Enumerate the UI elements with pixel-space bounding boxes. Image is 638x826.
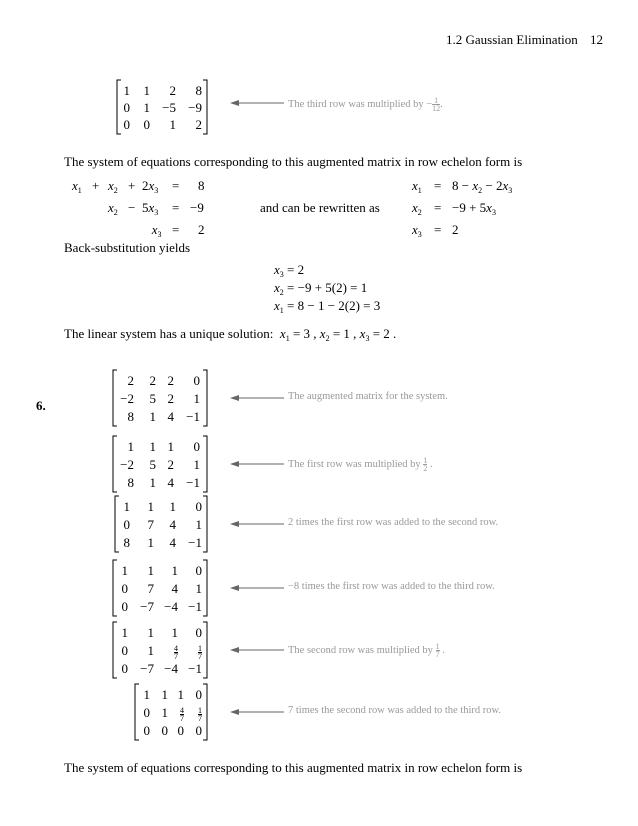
matrix-cell: 1 bbox=[147, 563, 154, 578]
matrix-cell: 0 bbox=[121, 581, 128, 596]
matrix-cell: 0 bbox=[143, 705, 150, 720]
matrix-cell: 8 bbox=[123, 535, 130, 550]
top-matrix-note: The third row was multiplied by − $\frac{1}{12}$ . bbox=[288, 96, 443, 113]
arrow-icon bbox=[230, 708, 284, 716]
arrow-icon bbox=[230, 584, 284, 592]
matrix-cell: 1 bbox=[143, 100, 150, 115]
step-matrix-4 bbox=[112, 560, 208, 616]
matrix-cell: 1 bbox=[149, 439, 156, 454]
matrix-cell: 1 bbox=[123, 499, 130, 514]
matrix-cell: 4 bbox=[171, 581, 178, 596]
matrix-cell: 0 bbox=[195, 625, 202, 640]
matrix-cell: 0 bbox=[177, 723, 184, 738]
matrix-cell: 1 bbox=[147, 535, 154, 550]
matrix-cell: 4 bbox=[169, 517, 176, 532]
matrix-cell: 0 bbox=[121, 599, 128, 614]
matrix-cell: −1 bbox=[186, 409, 200, 424]
matrix-cell: −1 bbox=[188, 661, 202, 676]
section-title: 1.2 Gaussian Elimination bbox=[446, 32, 578, 47]
step-note-3: 2 times the first row was added to the second row. bbox=[288, 517, 499, 528]
step-matrix-2 bbox=[112, 436, 208, 492]
matrix-cell: 1 bbox=[193, 391, 200, 406]
matrix-cell: 1 bbox=[171, 625, 178, 640]
matrix-cell: 1 bbox=[149, 475, 156, 490]
matrix-cell: −7 bbox=[140, 599, 154, 614]
matrix-cell: 2 bbox=[195, 117, 202, 132]
matrix-cell: 1 bbox=[195, 581, 202, 596]
rewrite-label: and can be rewritten as bbox=[260, 200, 380, 215]
matrix-cell: −4 bbox=[164, 599, 178, 614]
matrix-cell: 0 bbox=[193, 439, 200, 454]
arrow-icon bbox=[230, 99, 284, 107]
matrix-cell: 2 bbox=[167, 391, 174, 406]
matrix-cell: 0 bbox=[193, 373, 200, 388]
matrix-cell: 2 bbox=[167, 457, 174, 472]
problem-number: 6. bbox=[36, 398, 46, 413]
matrix-cell: 1 bbox=[123, 83, 130, 98]
step-matrix-5 bbox=[112, 622, 208, 678]
arrow-icon bbox=[230, 520, 284, 528]
paragraph-unique-solution: The linear system has a unique solution: $x_1 = 3$ , $x_2 = 1$ , $x_3 = 2$ . bbox=[64, 326, 397, 343]
matrix-cell: 1 bbox=[167, 439, 174, 454]
matrix-cell: −5 bbox=[162, 100, 176, 115]
matrix-cell: 1 bbox=[147, 643, 154, 658]
paragraph-back-substitution: Back-substitution yields bbox=[64, 240, 191, 255]
matrix-cell: 7 bbox=[147, 581, 154, 596]
matrix-cell: 1 bbox=[195, 517, 202, 532]
step-note-6: 7 times the second row was added to the third row. bbox=[288, 705, 502, 716]
matrix-cell: 1 bbox=[147, 625, 154, 640]
matrix-cell: $\frac{1}{7}$ bbox=[198, 705, 202, 723]
matrix-cell: 1 bbox=[169, 117, 176, 132]
matrix-cell: 4 bbox=[169, 535, 176, 550]
matrix-cell: 0 bbox=[143, 723, 150, 738]
matrix-cell: −1 bbox=[188, 535, 202, 550]
matrix-cell: 1 bbox=[193, 457, 200, 472]
step-note-2: The first row was multiplied by $\frac{1}{2}$ . bbox=[288, 456, 433, 473]
matrix-cell: 1 bbox=[161, 705, 168, 720]
matrix-cell: 0 bbox=[143, 117, 150, 132]
step-matrix-6 bbox=[134, 684, 208, 740]
matrix-cell: 1 bbox=[121, 563, 128, 578]
matrix-cell: 1 bbox=[127, 439, 134, 454]
matrix-cell: 8 bbox=[195, 83, 202, 98]
matrix-cell: −4 bbox=[164, 661, 178, 676]
matrix-cell: 2 bbox=[169, 83, 176, 98]
matrix-cell: 8 bbox=[127, 475, 134, 490]
matrix-cell: 1 bbox=[171, 563, 178, 578]
matrix-cell: 0 bbox=[195, 499, 202, 514]
matrix-cell: 0 bbox=[121, 643, 128, 658]
step-note-5: The second row was multiplied by $\frac{1}{7}$ . bbox=[288, 642, 445, 659]
matrix-cell: 0 bbox=[121, 661, 128, 676]
matrix-cell: 5 bbox=[149, 391, 156, 406]
matrix-cell: 2 bbox=[167, 373, 174, 388]
paragraph-row-echelon-conclusion: The system of equations corresponding to this augmented matrix in row echelon form is bbox=[64, 760, 523, 775]
matrix-cell: 4 bbox=[167, 409, 174, 424]
matrix-cell: 1 bbox=[149, 409, 156, 424]
matrix-cell: 0 bbox=[123, 117, 130, 132]
step-matrix-1 bbox=[112, 370, 208, 426]
matrix-cell: 1 bbox=[143, 83, 150, 98]
matrix-cell: 1 bbox=[169, 499, 176, 514]
matrix-cell: 1 bbox=[177, 687, 184, 702]
paragraph-row-echelon-intro: The system of equations corresponding to this augmented matrix in row echelon form is bbox=[64, 154, 523, 169]
matrix-cell: 0 bbox=[123, 517, 130, 532]
matrix-cell: −1 bbox=[186, 475, 200, 490]
matrix-cell: −2 bbox=[120, 457, 134, 472]
matrix-cell: 7 bbox=[147, 517, 154, 532]
matrix-cell: 4 bbox=[167, 475, 174, 490]
matrix-cell: $\frac{4}{7}$ bbox=[174, 643, 178, 661]
matrix-cell: 2 bbox=[127, 373, 134, 388]
step-note-4: −8 times the first row was added to the third row. bbox=[288, 581, 495, 592]
matrix-cell: −9 bbox=[188, 100, 202, 115]
matrix-cell: 8 bbox=[127, 409, 134, 424]
matrix-cell: 1 bbox=[147, 499, 154, 514]
matrix-cell: 0 bbox=[195, 723, 202, 738]
matrix-cell: −2 bbox=[120, 391, 134, 406]
matrix-cell: 2 bbox=[149, 373, 156, 388]
matrix-cell: 1 bbox=[143, 687, 150, 702]
page-number: 12 bbox=[590, 32, 603, 47]
matrix-cell: 1 bbox=[161, 687, 168, 702]
matrix-cell: 1 bbox=[121, 625, 128, 640]
matrix-cell: 0 bbox=[161, 723, 168, 738]
arrow-icon bbox=[230, 460, 284, 468]
matrix-cell: −7 bbox=[140, 661, 154, 676]
arrow-icon bbox=[230, 646, 284, 654]
step-note-1: The augmented matrix for the system. bbox=[288, 391, 448, 402]
top-augmented-matrix bbox=[116, 80, 208, 134]
matrix-cell: 5 bbox=[149, 457, 156, 472]
matrix-cell: 0 bbox=[195, 563, 202, 578]
step-matrix-3 bbox=[114, 496, 208, 552]
matrix-cell: $\frac{1}{7}$ bbox=[198, 643, 202, 661]
matrix-cell: 0 bbox=[123, 100, 130, 115]
matrix-cell: $\frac{4}{7}$ bbox=[180, 705, 184, 723]
matrix-cell: −1 bbox=[188, 599, 202, 614]
arrow-icon bbox=[230, 394, 284, 402]
matrix-cell: 0 bbox=[195, 687, 202, 702]
